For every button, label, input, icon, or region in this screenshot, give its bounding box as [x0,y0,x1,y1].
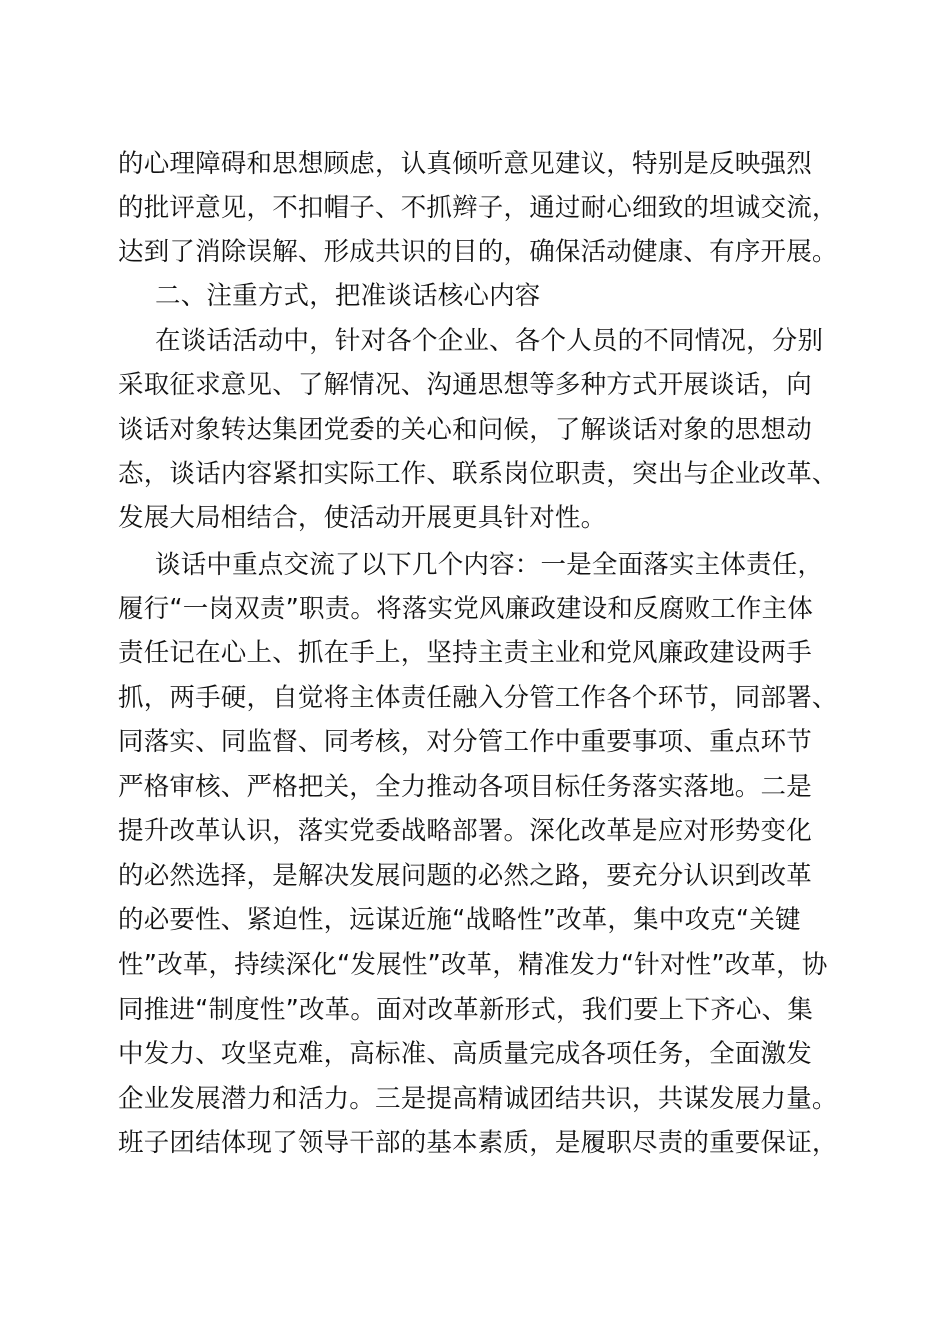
paragraph-line: 同推进“制度性”改革。面对改革新形式，我们要上下齐心、集 [118,995,814,1025]
section-heading: 二、注重方式，把准谈话核心内容 [155,281,541,311]
paragraph-line: 履行“一岗双责”职责。将落实党风廉政建设和反腐败工作主体 [118,594,814,624]
paragraph-line: 的必要性、紧迫性，远谋近施“战略性”改革，集中攻克“关键 [118,905,801,935]
paragraph-line: 采取征求意见、了解情况、沟通思想等多种方式开展谈话，向 [118,370,812,400]
paragraph-line: 谈话对象转达集团党委的关心和问候，了解谈话对象的思想动 [118,415,812,445]
paragraph-line: 的心理障碍和思想顾虑，认真倾听意见建议，特别是反映强烈 [118,149,812,179]
paragraph-line: 提升改革认识，落实党委战略部署。深化改革是应对形势变化 [118,816,812,846]
paragraph-line: 发展大局相结合，使活动开展更具针对性。 [118,503,607,533]
paragraph-line: 责任记在心上、抓在手上，坚持主责主业和党风廉政建设两手 [118,638,812,668]
paragraph-line: 性”改革，持续深化“发展性”改革，精准发力“针对性”改革，协 [118,950,828,980]
paragraph-line: 中发力、攻坚克难，高标准、高质量完成各项任务，全面激发 [118,1039,812,1069]
paragraph-line: 态，谈话内容紧扣实际工作、联系岗位职责，突出与企业改革、 [118,459,838,489]
paragraph-line: 严格审核、严格把关，全力推动各项目标任务落实落地。二是 [118,772,812,802]
paragraph-line: 在谈话活动中，针对各个企业、各个人员的不同情况，分别 [155,326,824,356]
paragraph-line: 的必然选择，是解决发展问题的必然之路，要充分认识到改革 [118,861,812,891]
paragraph-line: 企业发展潜力和活力。三是提高精诚团结共识，共谋发展力量。 [118,1084,838,1114]
paragraph-line: 达到了消除误解、形成共识的目的，确保活动健康、有序开展。 [118,237,838,267]
paragraph-line: 同落实、同监督、同考核，对分管工作中重要事项、重点环节 [118,727,812,757]
paragraph-line: 班子团结体现了领导干部的基本素质，是履职尽责的重要保证， [118,1128,838,1158]
paragraph-line: 抓，两手硬，自觉将主体责任融入分管工作各个环节，同部署、 [118,683,838,713]
paragraph-line: 谈话中重点交流了以下几个内容：一是全面落实主体责任， [155,550,824,580]
paragraph-line: 的批评意见，不扣帽子、不抓辫子，通过耐心细致的坦诚交流， [118,193,838,223]
